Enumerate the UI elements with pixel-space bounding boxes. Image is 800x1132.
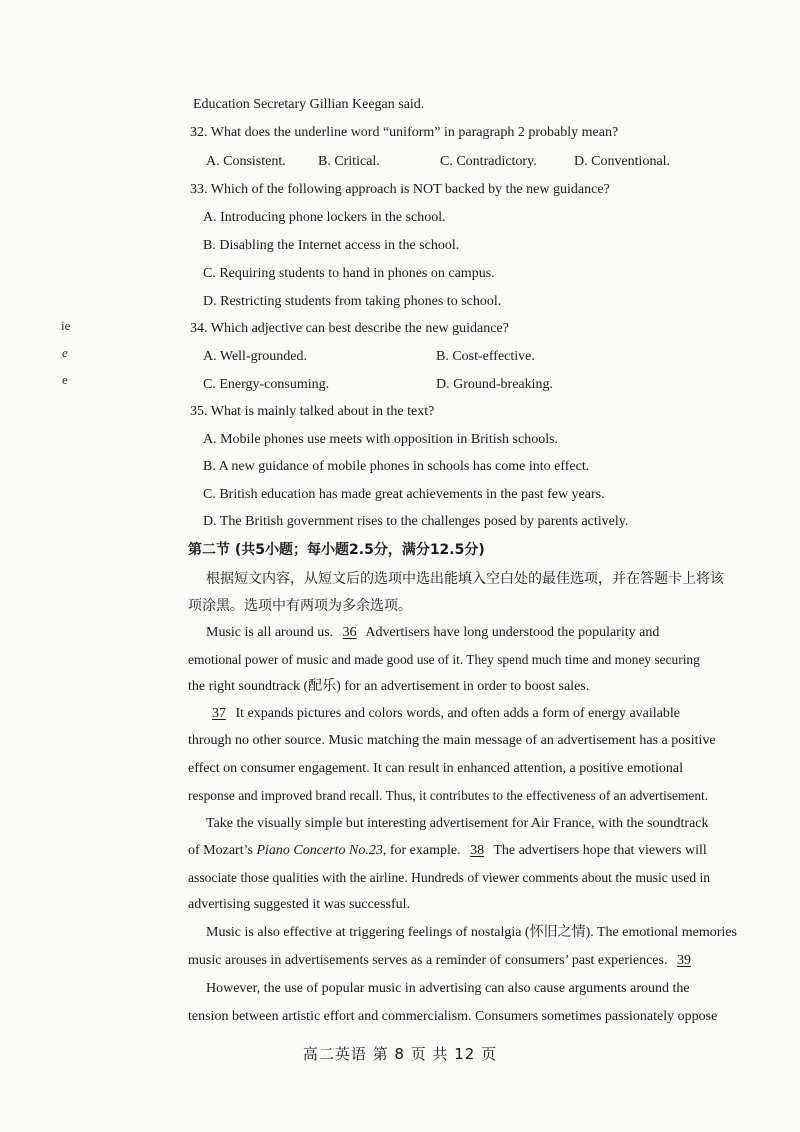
passage-p3-line-4: advertising suggested it was successful.	[188, 897, 411, 912]
q32-option-a: A. Consistent.	[206, 154, 286, 169]
margin-mark: e	[62, 372, 68, 387]
blank-39: 39	[676, 953, 691, 968]
margin-mark: ie	[61, 318, 71, 333]
passage-p3-line-3: associate those qualities with the airline. Hundreds of viewer comments about the music used in	[188, 870, 711, 885]
question-34-stem: 34. Which adjective can best describe the new guidance?	[190, 321, 509, 336]
q34-option-a: A. Well-grounded.	[203, 349, 307, 364]
passage-p2-line-1	[206, 705, 680, 723]
passage-p5-line-2: tension between artistic effort and commercialism. Consumers sometimes passionately oppose	[188, 1009, 718, 1024]
passage-p3-line-2	[188, 842, 707, 860]
q32-option-c: C. Contradictory.	[440, 154, 537, 169]
passage-p5-line-1: However, the use of popular music in advertising can also cause arguments around the	[206, 981, 690, 996]
q33-option-b: B. Disabling the Internet access in the school.	[203, 238, 460, 253]
passage-p1-line-1	[206, 624, 659, 642]
q32-option-b: B. Critical.	[318, 154, 380, 169]
passage-p4-line-2	[188, 952, 697, 970]
passage-p1-line-2: emotional power of music and made good use of it. They spend much time and money securing	[188, 652, 700, 667]
passage-text: music arouses in advertisements serves as a reminder of consumers’ past experiences.	[188, 953, 668, 968]
q35-option-c: C. British education has made great achievements in the past few years.	[203, 487, 605, 502]
q34-option-b: B. Cost-effective.	[436, 349, 535, 364]
passage-text: Advertisers have long understood the popularity and	[365, 625, 660, 640]
q33-option-d: D. Restricting students from taking phones to school.	[203, 294, 502, 309]
passage-text: , for example.	[382, 843, 461, 858]
blank-37: 37	[212, 706, 226, 721]
q32-option-d: D. Conventional.	[574, 154, 671, 169]
blank-38: 38	[470, 843, 485, 858]
q35-option-a: A. Mobile phones use meets with opposition in British schools.	[203, 432, 559, 447]
margin-mark: e	[62, 345, 68, 360]
passage-p2-line-3: effect on consumer engagement. It can result in enhanced attention, a positive emotional	[188, 761, 684, 776]
passage-p2-line-2: through no other source. Music matching the main message of an advertisement has a positive	[188, 733, 716, 748]
question-35-stem: 35. What is mainly talked about in the text?	[190, 404, 435, 419]
passage-text: It expands pictures and colors words, and often adds a form of energy available	[235, 706, 680, 721]
passage-p2-line-4: response and improved brand recall. Thus, it contributes to the effectiveness of an advertisement.	[188, 788, 709, 803]
passage-text: of Mozart’s	[188, 843, 253, 858]
page-footer: 高二英语 第 8 页 共 12 页	[302, 1045, 498, 1063]
q34-option-d: D. Ground-breaking.	[436, 377, 554, 392]
passage-p3-line-1: Take the visually simple but interesting advertisement for Air France, with the soundtrack	[206, 816, 709, 831]
q33-option-a: A. Introducing phone lockers in the school.	[203, 210, 446, 225]
q35-option-d: D. The British government rises to the challenges posed by parents actively.	[203, 514, 629, 529]
instructions-line-1: 根据短文内容，从短文后的选项中选出能填入空白处的最佳选项，并在答题卡上将该	[206, 571, 724, 587]
section-heading: 第二节 (共5小题；每小题2.5分，满分12.5分)	[188, 542, 485, 558]
instructions-line-2: 项涂黑。选项中有两项为多余选项。	[188, 598, 412, 614]
passage-p4-line-1: Music is also effective at triggering feelings of nostalgia (怀旧之情). The emotional memories	[206, 925, 737, 940]
passage-italic-title: Piano Concerto No.23	[256, 843, 383, 858]
passage-p1-line-3: the right soundtrack (配乐) for an advertisement in order to boost sales.	[188, 679, 590, 694]
passage-text: The advertisers hope that viewers will	[493, 843, 707, 858]
q35-option-b: B. A new guidance of mobile phones in schools has come into effect.	[203, 459, 590, 474]
question-32-stem-text: 32. What does the underline word “uniform” in paragraph 2 probably mean?	[190, 125, 619, 140]
question-33-stem: 33. Which of the following approach is NOT backed by the new guidance?	[190, 182, 610, 197]
q34-option-c: C. Energy-consuming.	[203, 377, 330, 392]
top-fragment: Education Secretary Gillian Keegan said.	[193, 97, 425, 112]
question-32-stem	[190, 124, 618, 142]
passage-text: Music is all around us.	[206, 625, 334, 640]
blank-36: 36	[342, 625, 357, 640]
q33-option-c: C. Requiring students to hand in phones on campus.	[203, 266, 495, 281]
